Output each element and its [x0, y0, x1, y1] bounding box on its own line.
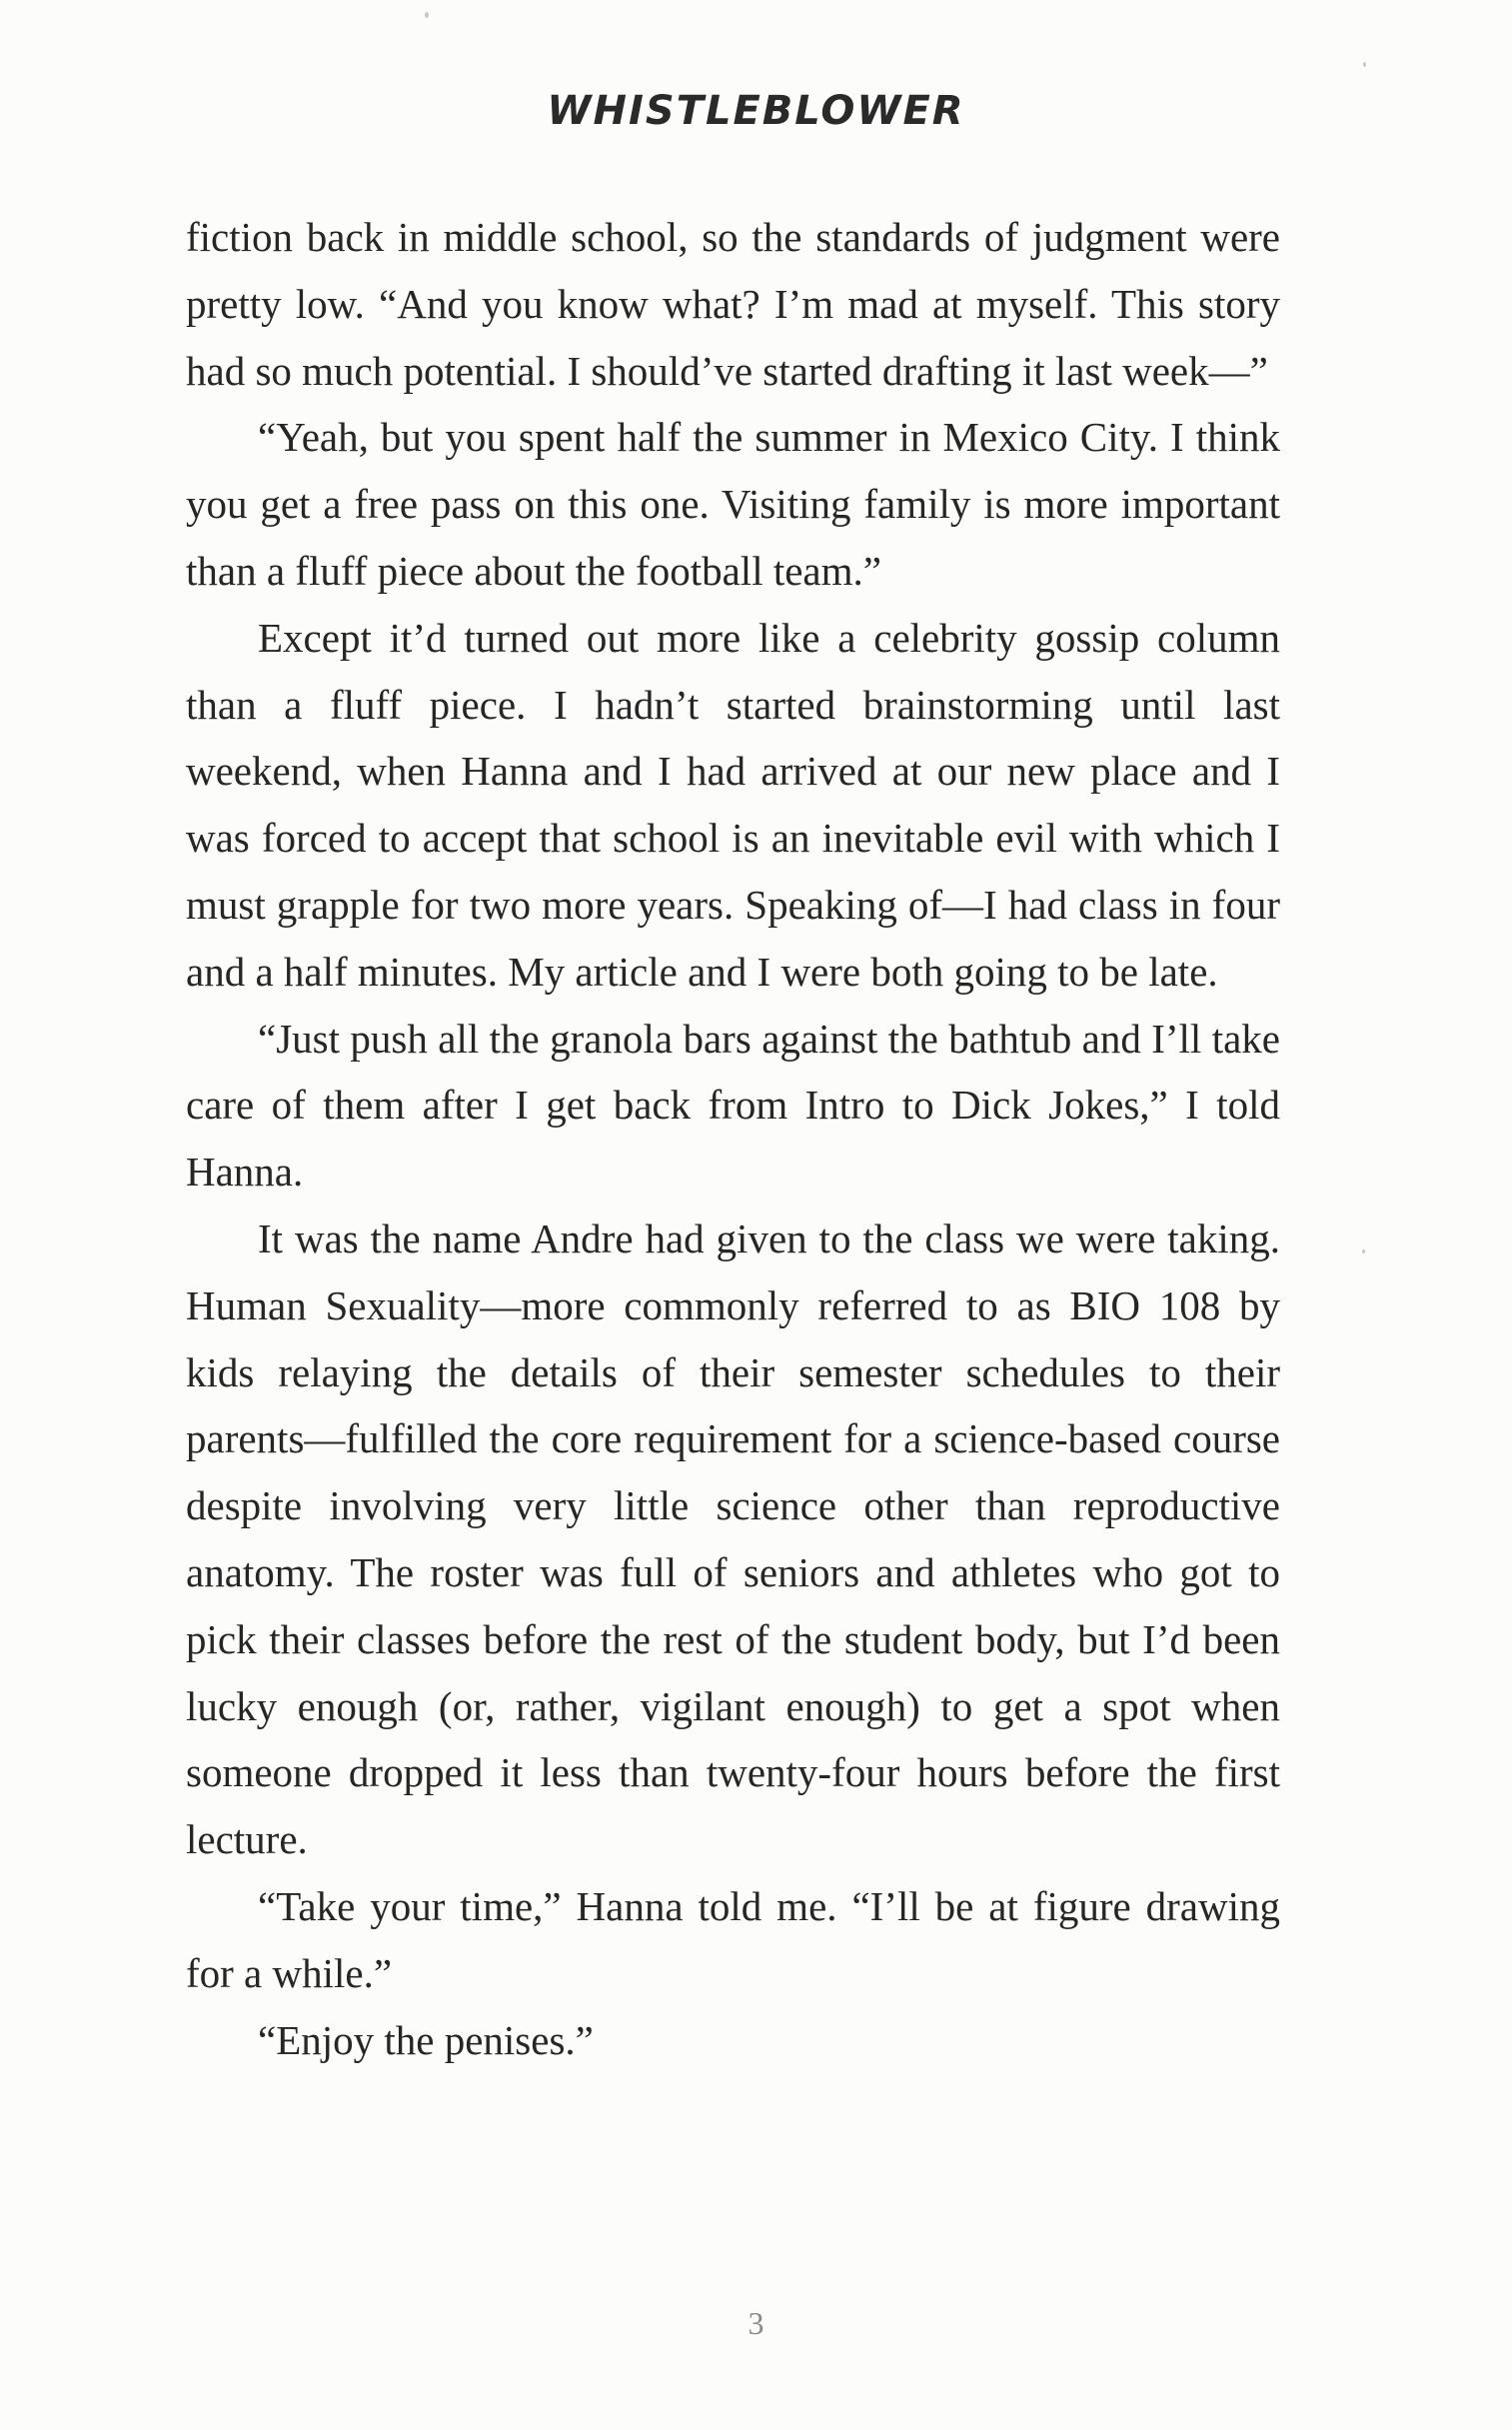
paper-speck	[1363, 62, 1366, 67]
paragraph: fiction back in middle school, so the standards of judgment were pretty low. “And you know what? I’m mad at myself. This story had so much potential. I should’ve started drafting it last week—”	[186, 214, 1280, 394]
paragraph: “Enjoy the penises.”	[258, 2016, 594, 2063]
paragraph: “Yeah, but you spent half the summer in Mexico City. I think you get a free pass on this one. Visiting family is more important than a fluff piece about the football team.”	[186, 414, 1280, 594]
page-number: 3	[748, 2305, 764, 2341]
paper-speck	[1362, 1249, 1365, 1253]
paragraph: “Take your time,” Hanna told me. “I’ll be at figure drawing for a while.”	[186, 1882, 1280, 1996]
paragraph: Except it’d turned out more like a celebrity gossip column than a fluff piece. I hadn’t started brainstorming until last weekend, when Hanna and I had arrived at our new place and I was forced to accept that school is an inevitable evil with which I must grapple for two more years. Speaking of—I had class in four and a half minutes. My article and I were both going to be late.	[186, 614, 1280, 995]
paragraph: “Just push all the granola bars against the bathtub and I’ll take care of them after I get back from Intro to Dick Jokes,” I told Hanna.	[186, 1015, 1280, 1196]
paper-speck	[425, 12, 429, 18]
running-head: WHISTLEBLOWER	[547, 88, 965, 134]
body-text	[186, 204, 1280, 2073]
paragraph: It was the name Andre had given to the class we were taking. Human Sexuality—more commonly referred to as BIO 108 by kids relaying the details of their semester schedules to their parents—fulfilled the core requirement for a science-based course despite involving very little science other than reproductive anatomy. The roster was full of seniors and athletes who got to pick their classes before the rest of the student body, but I’d been lucky enough (or, rather, vigilant enough) to get a spot when someone dropped it less than twenty-four hours before the first lecture.	[186, 1215, 1280, 1863]
